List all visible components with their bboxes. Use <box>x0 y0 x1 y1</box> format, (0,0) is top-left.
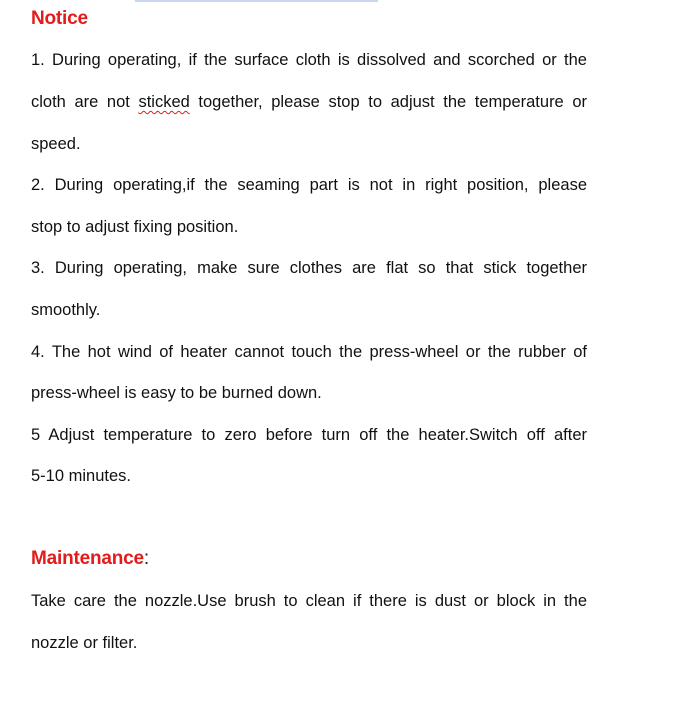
notice-item-3-line-2: smoothly. <box>31 301 101 319</box>
maintenance-line-1: Take care the nozzle.Use brush to clean if there is dust or block in the <box>31 592 587 610</box>
notice-item-5-line-2: 5-10 minutes. <box>31 467 131 485</box>
notice-item-1-text-after: together, please stop to adjust the temperature or <box>189 93 588 111</box>
maintenance-heading <box>31 548 149 570</box>
top-divider-bar <box>135 0 378 2</box>
notice-item-4-line-2: press-wheel is easy to be burned down. <box>31 384 322 402</box>
notice-item-4-line-1: 4. The hot wind of heater cannot touch the press-wheel or the rubber of <box>31 343 587 361</box>
notice-item-2-line-2: stop to adjust fixing position. <box>31 218 239 236</box>
notice-item-1-line-3: speed. <box>31 135 81 153</box>
notice-item-1-text-before: cloth are not <box>31 93 139 111</box>
notice-item-1-line-2 <box>31 92 587 112</box>
notice-item-2-line-1: 2. During operating,if the seaming part is not in right position, please <box>31 176 587 194</box>
notice-heading: Notice <box>31 8 88 29</box>
notice-item-3-line-1: 3. During operating, make sure clothes are flat so that stick together <box>31 259 587 277</box>
maintenance-heading-text: Maintenance <box>31 548 144 569</box>
maintenance-line-2: nozzle or filter. <box>31 634 138 652</box>
maintenance-heading-colon: : <box>143 548 149 569</box>
notice-item-5-line-1: 5 Adjust temperature to zero before turn off the heater.Switch off after <box>31 426 587 444</box>
notice-item-1-line-1: 1. During operating, if the surface cloth is dissolved and scorched or the <box>31 51 587 69</box>
spellcheck-flagged-word: sticked <box>138 93 190 111</box>
